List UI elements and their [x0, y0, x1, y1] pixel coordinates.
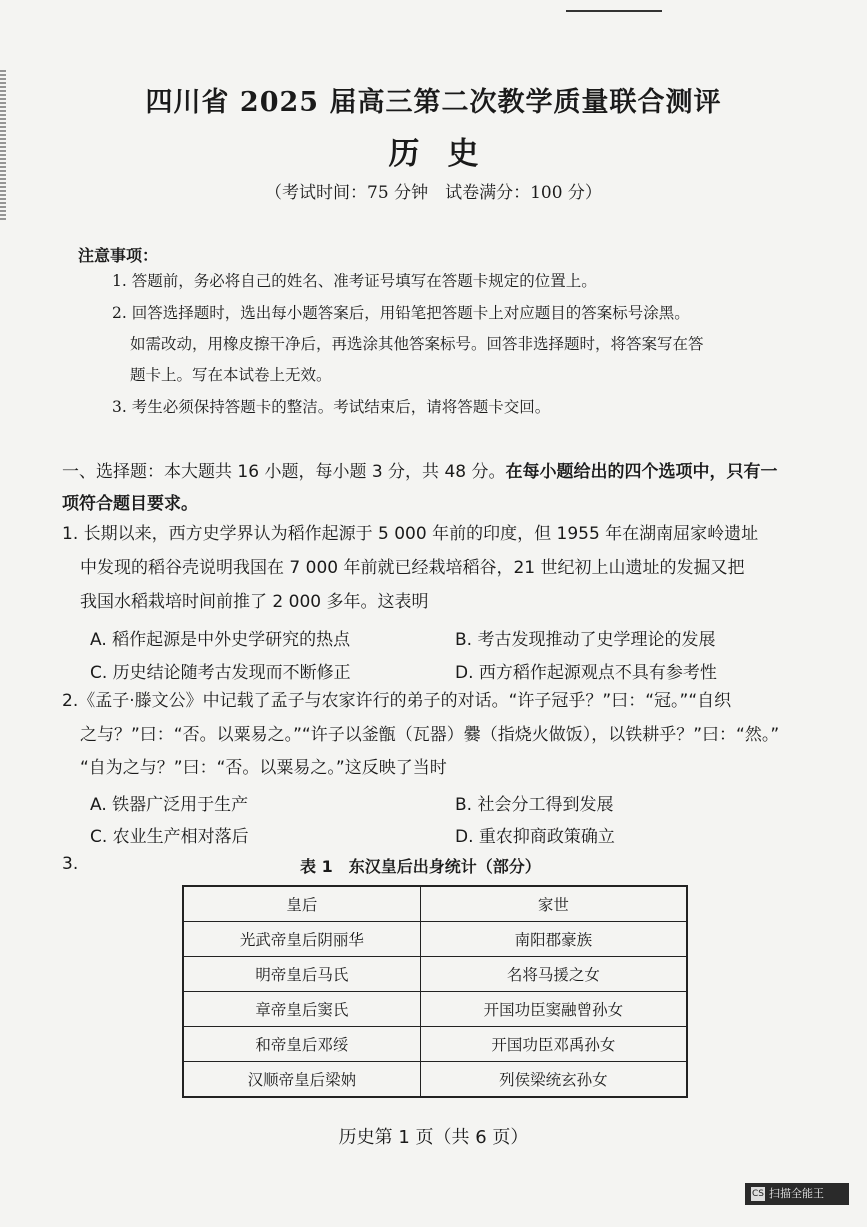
q1-option-a: A. 稻作起源是中外史学研究的热点 — [90, 630, 351, 650]
table-cell-family: 列侯梁统玄孙女 — [420, 1062, 687, 1098]
scan-line-artifact — [566, 10, 662, 12]
table-row — [183, 992, 687, 1027]
q2-option-d: D. 重农抑商政策确立 — [455, 827, 615, 847]
watermark-text: 扫描全能王 — [769, 1187, 824, 1200]
q1-option-d: D. 西方稻作起源观点不具有参考性 — [455, 663, 717, 683]
table-cell-family: 开国功臣窦融曾孙女 — [420, 992, 687, 1027]
table-cell-empress: 章帝皇后窦氏 — [183, 992, 420, 1027]
q1-option-b: B. 考古发现推动了史学理论的发展 — [455, 630, 716, 650]
table-header-family: 家世 — [420, 886, 687, 922]
notice-item-2-line-1: 2. 回答选择题时，选出每小题答案后，用铅笔把答题卡上对应题目的答案标号涂黑。 — [112, 304, 690, 322]
table-row — [183, 922, 687, 957]
section-1-instruction: 在每小题给出的四个选项中，只有一项符合题目要求。 — [62, 462, 778, 514]
notice-heading: 注意事项： — [78, 246, 159, 265]
table-header-row — [183, 886, 687, 922]
scanner-logo-icon: CS — [752, 1189, 764, 1199]
notice-item-2-line-3: 题卡上。写在本试卷上无效。 — [130, 366, 332, 384]
section-1-heading — [62, 456, 782, 520]
table-header-empress: 皇后 — [183, 886, 420, 922]
table-row — [183, 1062, 687, 1098]
q2-line-2: 之与？”曰：“否。以粟易之。”“许子以釜甑（瓦器）爨（指烧火做饭），以铁耕乎？”曰：“然。” — [80, 725, 780, 745]
notice-item-2-line-2: 如需改动，用橡皮擦干净后，再选涂其他答案标号。回答非选择题时，将答案写在答 — [130, 335, 704, 353]
scanner-watermark — [745, 1183, 849, 1205]
q1-line-3: 我国水稻栽培时间前推了 2 000 多年。这表明 — [80, 592, 429, 612]
table-row — [183, 957, 687, 992]
notice-item-3: 3. 考生必须保持答题卡的整洁。考试结束后，请将答题卡交回。 — [112, 398, 551, 416]
empress-origin-table — [182, 885, 688, 1098]
table-cell-empress: 汉顺帝皇后梁妠 — [183, 1062, 420, 1098]
q1-line-2: 中发现的稻谷壳说明我国在 7 000 年前就已经栽培稻谷，21 世纪初上山遗址的发掘又把 — [80, 558, 745, 578]
subject-title: 历史 — [388, 136, 507, 172]
q3-number: 3. — [62, 854, 79, 874]
q2-option-b: B. 社会分工得到发展 — [455, 795, 614, 815]
table-cell-family: 名将马援之女 — [420, 957, 687, 992]
table-row — [183, 1027, 687, 1062]
section-1-prefix: 一、选择题：本大题共 16 小题，每小题 3 分，共 48 分。 — [62, 462, 506, 482]
q2-option-a: A. 铁器广泛用于生产 — [90, 795, 249, 815]
exam-info: （考试时间：75 分钟 试卷满分：100 分） — [265, 183, 602, 203]
q2-line-3: “自为之与？”曰：“否。以粟易之。”这反映了当时 — [80, 758, 447, 778]
q2-option-c: C. 农业生产相对落后 — [90, 827, 249, 847]
table-cell-empress: 明帝皇后马氏 — [183, 957, 420, 992]
table-cell-family: 开国功臣邓禹孙女 — [420, 1027, 687, 1062]
table-cell-empress: 光武帝皇后阴丽华 — [183, 922, 420, 957]
exam-title: 四川省 2025 届高三第二次教学质量联合测评 — [145, 87, 722, 118]
q2-line-1: 2.《孟子·滕文公》中记载了孟子与农家许行的弟子的对话。“许子冠乎？”曰：“冠。”“自织 — [62, 691, 732, 711]
table-cell-family: 南阳郡豪族 — [420, 922, 687, 957]
q3-table-caption: 表 1 东汉皇后出身统计（部分） — [300, 857, 541, 876]
q1-line-1: 1. 长期以来，西方史学界认为稻作起源于 5 000 年前的印度，但 1955 年在湖南屈家岭遗址 — [62, 524, 759, 544]
table-cell-empress: 和帝皇后邓绥 — [183, 1027, 420, 1062]
q1-option-c: C. 历史结论随考古发现而不断修正 — [90, 663, 351, 683]
page-footer: 历史第 1 页（共 6 页） — [338, 1127, 529, 1148]
notice-item-1: 1. 答题前，务必将自己的姓名、准考证号填写在答题卡规定的位置上。 — [112, 272, 597, 290]
